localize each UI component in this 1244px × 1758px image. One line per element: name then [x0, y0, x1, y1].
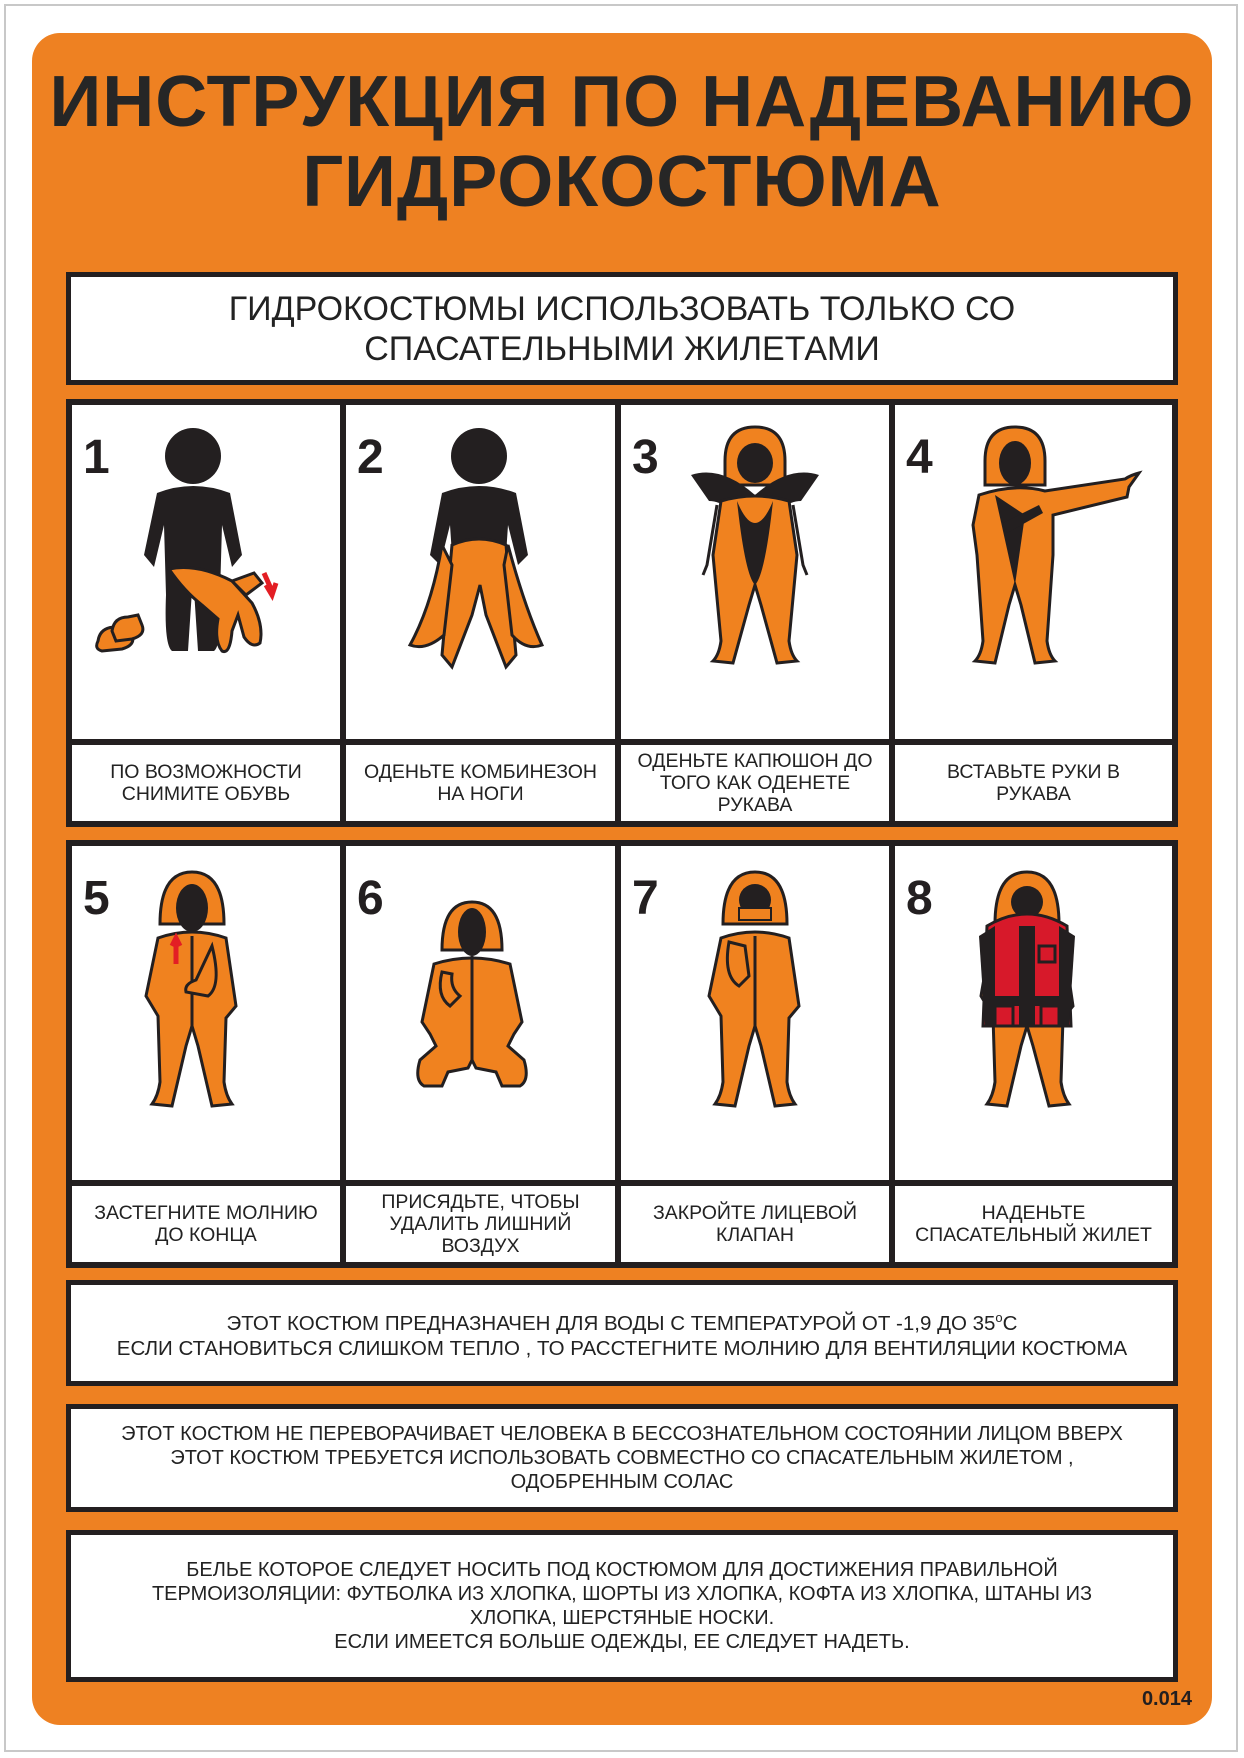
notice-line-1: ГИДРОКОСТЮМЫ ИСПОЛЬЗОВАТЬ ТОЛЬКО СО — [228, 289, 1016, 328]
caption-line: ПО ВОЗМОЖНОСТИ — [110, 761, 302, 783]
step-number: 6 — [357, 872, 384, 925]
person-arms-in-sleeves-icon — [895, 405, 1172, 739]
caption-line: ОДЕНЬТЕ КАПЮШОН ДО — [637, 750, 873, 772]
caption-line: ЗАКРОЙТЕ ЛИЦЕВОЙ — [652, 1202, 858, 1224]
caption-line: СНИМИТЕ ОБУВЬ — [121, 783, 291, 805]
flotation-warning-line-2: ЭТОТ КОСТЮМ ТРЕБУЕТСЯ ИСПОЛЬЗОВАТЬ СОВМЕСТНО СО СПАСАТЕЛЬНЫМ ЖИЛЕТОМ , — [170, 1447, 1074, 1469]
step-5-caption — [72, 1186, 340, 1262]
step-3-picture — [621, 405, 889, 739]
step-number: 4 — [906, 431, 933, 484]
step-2-caption — [346, 745, 615, 821]
underwear-info-box — [66, 1530, 1178, 1682]
step-3-caption — [621, 745, 889, 821]
caption-line: РУКАВА — [717, 794, 793, 816]
step-7-caption — [621, 1186, 889, 1262]
person-hood-on-icon — [621, 405, 889, 739]
step-number: 7 — [632, 872, 659, 925]
degree-sign: о — [995, 1310, 1003, 1326]
caption-line: НАДЕНЬТЕ — [981, 1202, 1086, 1224]
step-number: 8 — [906, 872, 933, 925]
step-1-picture — [72, 405, 340, 739]
temperature-info-box — [66, 1280, 1178, 1386]
flotation-warning-box — [66, 1404, 1178, 1512]
caption-line: ДО КОНЦА — [155, 1224, 257, 1246]
caption-line: НА НОГИ — [437, 783, 524, 805]
sign-code: 0.014 — [1141, 1688, 1192, 1710]
person-squat-icon — [346, 846, 615, 1180]
person-life-vest-icon — [895, 846, 1172, 1180]
temperature-info-line-2: ЕСЛИ СТАНОВИТЬСЯ СЛИШКОМ ТЕПЛО , ТО РАССТЕГНИТЕ МОЛНИЮ ДЛЯ ВЕНТИЛЯЦИИ КОСТЮМА — [116, 1336, 1128, 1360]
notice-line-2: СПАСАТЕЛЬНЫМИ ЖИЛЕТАМИ — [364, 329, 880, 368]
step-8-caption — [895, 1186, 1172, 1262]
step-5-picture — [72, 846, 340, 1180]
person-close-face-flap-icon — [621, 846, 889, 1180]
caption-line: КЛАПАН — [715, 1224, 795, 1246]
step-number: 1 — [83, 431, 110, 484]
caption-line: РУКАВА — [996, 783, 1071, 805]
flotation-warning-line-1: ЭТОТ КОСТЮМ НЕ ПЕРЕВОРАЧИВАЕТ ЧЕЛОВЕКА В БЕССОЗНАТЕЛЬНОМ СОСТОЯНИИ ЛИЦОМ ВВЕРХ — [121, 1423, 1123, 1445]
caption-line: ВСТАВЬТЕ РУКИ В — [946, 761, 1120, 783]
underwear-info-line-2: ТЕРМОИЗОЛЯЦИИ: ФУТБОЛКА ИЗ ХЛОПКА, ШОРТЫ ИЗ ХЛОПКА, КОФТА ИЗ ХЛОПКА, ШТАНЫ ИЗ — [151, 1583, 1093, 1605]
underwear-info-line-1: БЕЛЬЕ КОТОРОЕ СЛЕДУЕТ НОСИТЬ ПОД КОСТЮМОМ ДЛЯ ДОСТИЖЕНИЯ ПРАВИЛЬНОЙ — [186, 1559, 1058, 1581]
caption-line: ОДЕНЬТЕ КОМБИНЕЗОН — [363, 761, 598, 783]
steps-row-2 — [66, 840, 1178, 1268]
steps-row-1 — [66, 399, 1178, 827]
flotation-warning-line-3: ОДОБРЕННЫМ СОЛАС — [510, 1471, 734, 1493]
temperature-range-text: ЭТОТ КОСТЮМ ПРЕДНАЗНАЧЕН ДЛЯ ВОДЫ С ТЕМПЕРАТУРОЙ ОТ -1,9 ДО 35 — [226, 1311, 996, 1335]
step-6-caption — [346, 1186, 615, 1262]
sign-title-line-1: ИНСТРУКЦИЯ ПО НАДЕВАНИЮ — [49, 62, 1195, 142]
caption-line: ЗАСТЕГНИТЕ МОЛНИЮ — [94, 1202, 318, 1224]
person-legs-in-suit-icon — [346, 405, 615, 739]
step-4-caption — [895, 745, 1172, 821]
caption-line: СПАСАТЕЛЬНЫЙ ЖИЛЕТ — [915, 1224, 1152, 1246]
notice-box — [66, 272, 1178, 385]
step-number: 3 — [632, 431, 659, 484]
caption-line: ПРИСЯДЬТЕ, ЧТОБЫ — [381, 1191, 580, 1213]
person-remove-shoes-icon — [72, 405, 340, 739]
underwear-info-line-4: ЕСЛИ ИМЕЕТСЯ БОЛЬШЕ ОДЕЖДЫ, ЕЕ СЛЕДУЕТ НАДЕТЬ. — [334, 1631, 910, 1653]
step-1-caption — [72, 745, 340, 821]
step-number: 2 — [357, 431, 384, 484]
celsius-unit: С — [1002, 1311, 1018, 1335]
caption-line: ТОГО КАК ОДЕНЕТЕ — [659, 772, 851, 794]
step-8-picture — [895, 846, 1172, 1180]
sign-title-line-2: ГИДРОКОСТЮМА — [302, 142, 942, 222]
person-zip-up-icon — [72, 846, 340, 1180]
underwear-info-line-3: ХЛОПКА, ШЕРСТЯНЫЕ НОСКИ. — [469, 1607, 775, 1629]
step-7-picture — [621, 846, 889, 1180]
temperature-info-line-1 — [227, 1305, 1018, 1336]
step-6-picture — [346, 846, 615, 1180]
step-number: 5 — [83, 872, 110, 925]
step-2-picture — [346, 405, 615, 739]
caption-line: УДАЛИТЬ ЛИШНИЙ — [389, 1213, 572, 1235]
step-4-picture — [895, 405, 1172, 739]
caption-line: ВОЗДУХ — [441, 1235, 520, 1257]
